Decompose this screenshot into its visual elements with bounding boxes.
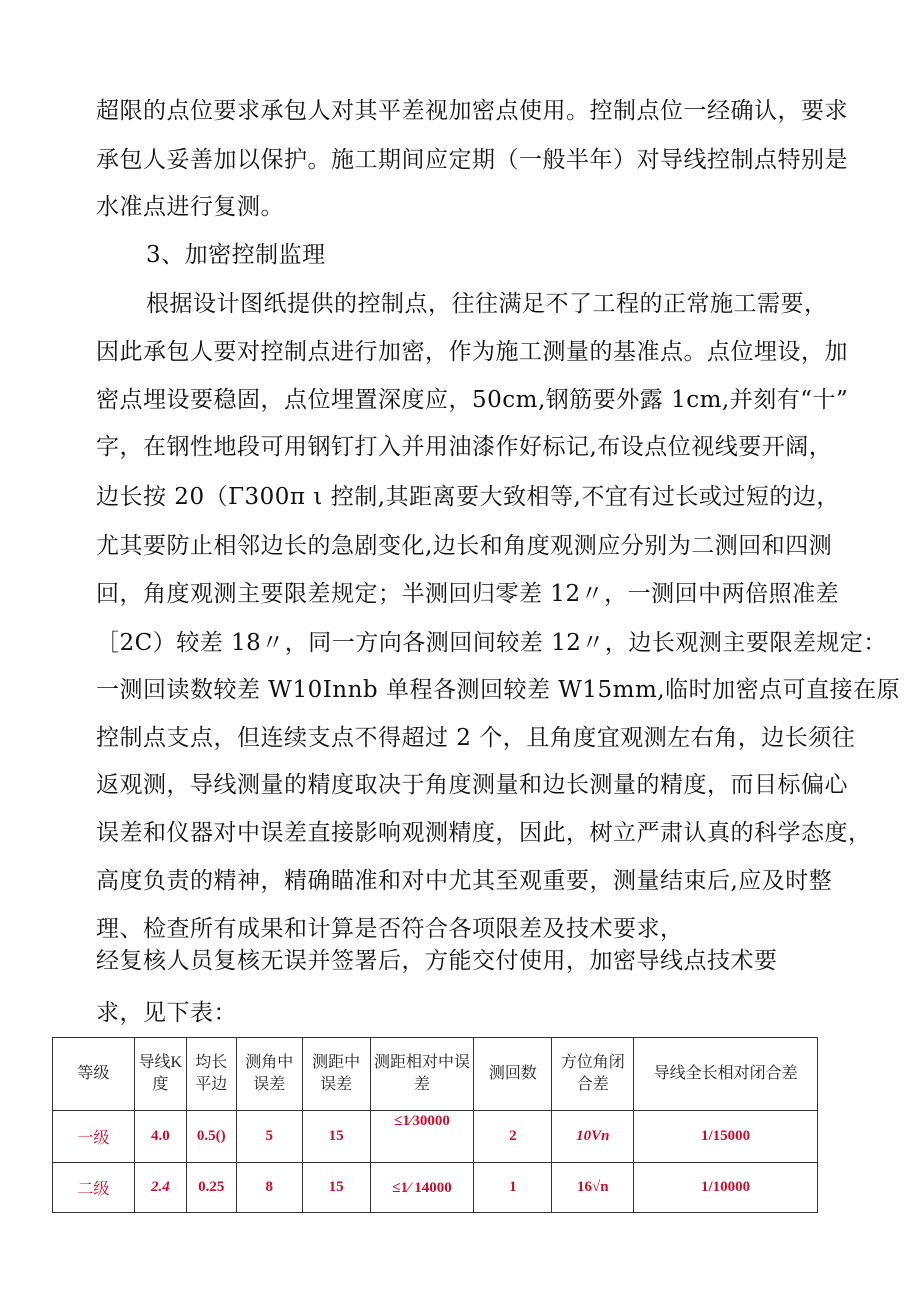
header-relative-distance-error: 测距相对中误差 bbox=[370, 1038, 474, 1111]
cell-rounds: 1 bbox=[474, 1163, 552, 1213]
cell-distance-error: 15 bbox=[302, 1111, 370, 1163]
header-angle-error: 测角中误差 bbox=[236, 1038, 302, 1111]
cell-avg-side: 0.25 bbox=[186, 1163, 236, 1213]
cell-relative-closure: 1/10000 bbox=[634, 1163, 818, 1213]
header-azimuth-closure: 方位角闭合差 bbox=[552, 1038, 634, 1111]
header-distance-error: 测距中误差 bbox=[302, 1038, 370, 1111]
header-avg-side: 均长平边 bbox=[186, 1038, 236, 1111]
paragraph-line: 根据设计图纸提供的控制点，往往满足不了工程的正常施工需要， bbox=[146, 291, 828, 317]
traverse-spec-table bbox=[52, 1037, 818, 1213]
header-length: 导线K度 bbox=[134, 1038, 186, 1111]
paragraph-line: 一测回读数较差 W10Innb 单程各测回较差 W15mm,临时加密点可直接在原 bbox=[96, 677, 901, 703]
cell-avg-side: 0.5() bbox=[186, 1111, 236, 1163]
paragraph-line: 水准点进行复测。 bbox=[96, 194, 284, 220]
cell-azimuth-closure: 16√n bbox=[552, 1163, 634, 1213]
cell-distance-error: 15 bbox=[302, 1163, 370, 1213]
header-relative-closure: 导线全长相对闭合差 bbox=[634, 1038, 818, 1111]
cell-azimuth-closure: 10Vn bbox=[552, 1111, 634, 1163]
table-row bbox=[53, 1163, 818, 1213]
paragraph-line: 返观测，导线测量的精度取决于角度测量和边长测量的精度，而目标偏心 bbox=[96, 772, 848, 798]
paragraph-line: ［2C）较差 18〃，同一方向各测回间较差 12〃，边长观测主要限差规定： bbox=[96, 630, 887, 656]
paragraph-line: 尤其要防止相邻边长的急剧变化,边长和角度观测应分别为二测回和四测 bbox=[96, 533, 833, 559]
header-grade: 等级 bbox=[53, 1038, 135, 1111]
paragraph-line: 误差和仪器对中误差直接影响观测精度，因此，树立严肃认真的科学态度， bbox=[96, 820, 872, 846]
cell-angle-error: 5 bbox=[236, 1111, 302, 1163]
cell-grade: 一级 bbox=[53, 1111, 135, 1163]
table-row bbox=[53, 1111, 818, 1163]
paragraph-line: 字，在钢性地段可用钢钉打入并用油漆作好标记,布设点位视线要开阔， bbox=[96, 434, 833, 460]
paragraph-line: 理、检查所有成果和计算是否符合各项限差及技术要求， bbox=[96, 916, 684, 942]
paragraph-line: 高度负责的精神，精确瞄准和对中尤其至观重要，测量结束后,应及时整 bbox=[96, 868, 833, 894]
table-header-row bbox=[53, 1038, 818, 1111]
paragraph-line: 经复核人员复核无误并签署后，方能交付使用，加密导线点技术要 bbox=[96, 948, 778, 974]
header-rounds: 测回数 bbox=[474, 1038, 552, 1111]
paragraph-line: 承包人妥善加以保护。施工期间应定期（一般半年）对导线控制点特别是 bbox=[96, 147, 848, 173]
cell-length: 2.4 bbox=[134, 1163, 186, 1213]
paragraph-line: 求，见下表： bbox=[96, 1000, 237, 1026]
paragraph-line: 因此承包人要对控制点进行加密，作为施工测量的基准点。点位埋设，加 bbox=[96, 339, 848, 365]
paragraph-line: 回，角度观测主要限差规定；半测回归零差 12〃，一测回中两倍照准差 bbox=[96, 581, 840, 607]
cell-angle-error: 8 bbox=[236, 1163, 302, 1213]
cell-length: 4.0 bbox=[134, 1111, 186, 1163]
cell-grade: 二级 bbox=[53, 1163, 135, 1213]
cell-relative-distance-error: ≤1⁄30000 bbox=[370, 1111, 474, 1163]
paragraph-line: 边长按 20（Γ300π ι 控制,其距离要大致相等,不宜有过长或过短的边， bbox=[96, 484, 840, 510]
paragraph-line: 超限的点位要求承包人对其平差视加密点使用。控制点位一经确认，要求 bbox=[96, 98, 848, 124]
cell-relative-closure: 1/15000 bbox=[634, 1111, 818, 1163]
section-heading: 3、加密控制监理 bbox=[146, 242, 326, 268]
cell-relative-distance-error: ≤1⁄ 14000 bbox=[370, 1163, 474, 1213]
paragraph-line: 密点埋设要稳固，点位埋置深度应，50cm,钢筋要外露 1cm,并刻有“十” bbox=[96, 387, 849, 413]
paragraph-line: 控制点支点，但连续支点不得超过 2 个，且角度宜观测左右角，边长须往 bbox=[96, 725, 856, 751]
cell-rounds: 2 bbox=[474, 1111, 552, 1163]
